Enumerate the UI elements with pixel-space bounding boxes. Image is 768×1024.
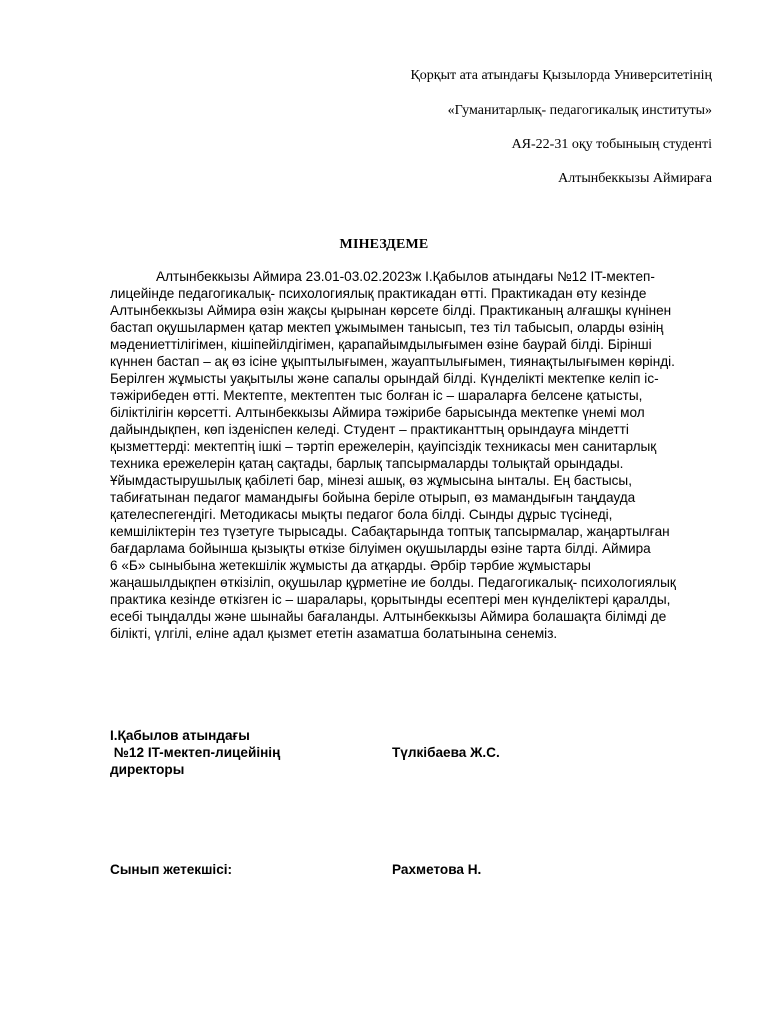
body-line: Алтынбеккызы Аймира өзін жақсы қырынан көрсете білді. Практиканың алғашқы күнінен [110, 303, 672, 318]
body-line: қателеспегендігі. Методикасы мықты педагог бола білді. Сынды дұрыс түсінеді, [110, 507, 613, 522]
body-line: бастап оқушылармен қатар мектеп ұжымымен танысып, тез тіл табысып, оларды өзінің [110, 320, 664, 335]
body-line: Алтынбеккызы Аймира 23.01-03.02.2023ж І.Қабылов атындағы №12 IT-мектеп- [156, 269, 655, 284]
class-teacher-role: Сынып жетекшісі: [110, 862, 233, 877]
body-line: есебі тыңдалды және шынайы бағаланды. Алтынбеккызы Аймира болашақта білімді де [110, 609, 667, 624]
body-line: 6 «Б» сыныбына жетекшілік жұмысты да атқарды. Әрбір тәрбие жұмыстары [110, 558, 591, 573]
header-institute: «Гуманитарлық- педагогикалық институты» [447, 103, 712, 118]
document-title: МІНЕЗДЕМЕ [339, 237, 429, 252]
characteristic-body [110, 268, 715, 642]
director-title-line2: №12 IT-мектеп-лицейінің [110, 745, 281, 760]
header-university: Қорқыт ата атындағы Қызылорда Университетінің [410, 68, 712, 83]
body-line: қызметтерді: мектептің ішкі – тәртіп ережелерін, қауіпсіздік техникасы мен санитарлық [110, 439, 657, 454]
body-line: лицейінде педагогикалық- психологиялық практикадан өтті. Практикадан өту кезінде [110, 286, 647, 301]
body-line: мәдениеттілігімен, кішіпейілдігімен, қарапайымдылығымен өзіне баурай білді. Бірінші [110, 337, 652, 352]
header-addressee: Алтынбеккызы Аймираға [558, 171, 712, 186]
body-line: жаңашылдықпен өткізіліп, оқушылар құрметіне ие болды. Педагогикалық- психологиялық [110, 575, 676, 590]
class-teacher-name: Рахметова Н. [392, 862, 482, 877]
body-line: күннен бастап – ақ өз ісіне ұқыптылығымен, жауаптылығымен, тиянақтылығымен көрінді. [110, 354, 675, 369]
body-line: білікті, үлгілі, еліне адал қызмет ететін азаматша болатынына сенеміз. [110, 626, 558, 641]
director-title-line1: І.Қабылов атындағы [110, 728, 250, 743]
body-line: біліктілігін көрсетті. Алтынбеккызы Аймира тәжірибе барысында мектепке үнемі мол [110, 405, 645, 420]
body-line: тәжірибеден өтті. Мектепте, мектептен тыс болған іс – шараларға белсене қатысты, [110, 388, 643, 403]
body-line: техника ережелерін қатаң сақтады, барлық тапсырмаларды толықтай орындады. [110, 456, 624, 471]
body-line: кемшіліктерін тез түзетуге тырысады. Сабақтарында топтық тапсырмалар, жаңартылған [110, 524, 670, 539]
director-title-line3: директоры [110, 762, 185, 777]
body-line: бағдарлама бойынша қызықты өткізе білуімен оқушыларды өзіне тарта білді. Аймира [110, 541, 651, 556]
body-line: практика кезінде өткізген іс – шаралары, қорытынды есептері мен күнделіктері қаралды, [110, 592, 671, 607]
director-name: Түлкібаева Ж.С. [392, 745, 500, 760]
body-line: Ұйымдастырушылық қабілеті бар, мінезі ашық, өз жұмысына ынталы. Ең бастысы, [110, 473, 632, 488]
body-line: дайындықпен, көп ізденіспен келеді. Студент – практиканттың орындауға міндетті [110, 422, 629, 437]
header-student-group: АЯ-22-31 оқу тобыныың студенті [511, 137, 712, 152]
body-line: Берілген жұмысты уақытылы және сапалы орындай білді. Күнделікті мектепке келіп іс- [110, 371, 659, 386]
body-line: табиғатынан педагог мамандығы бойына беріле отырып, өз мамандығын таңдауда [110, 490, 636, 505]
